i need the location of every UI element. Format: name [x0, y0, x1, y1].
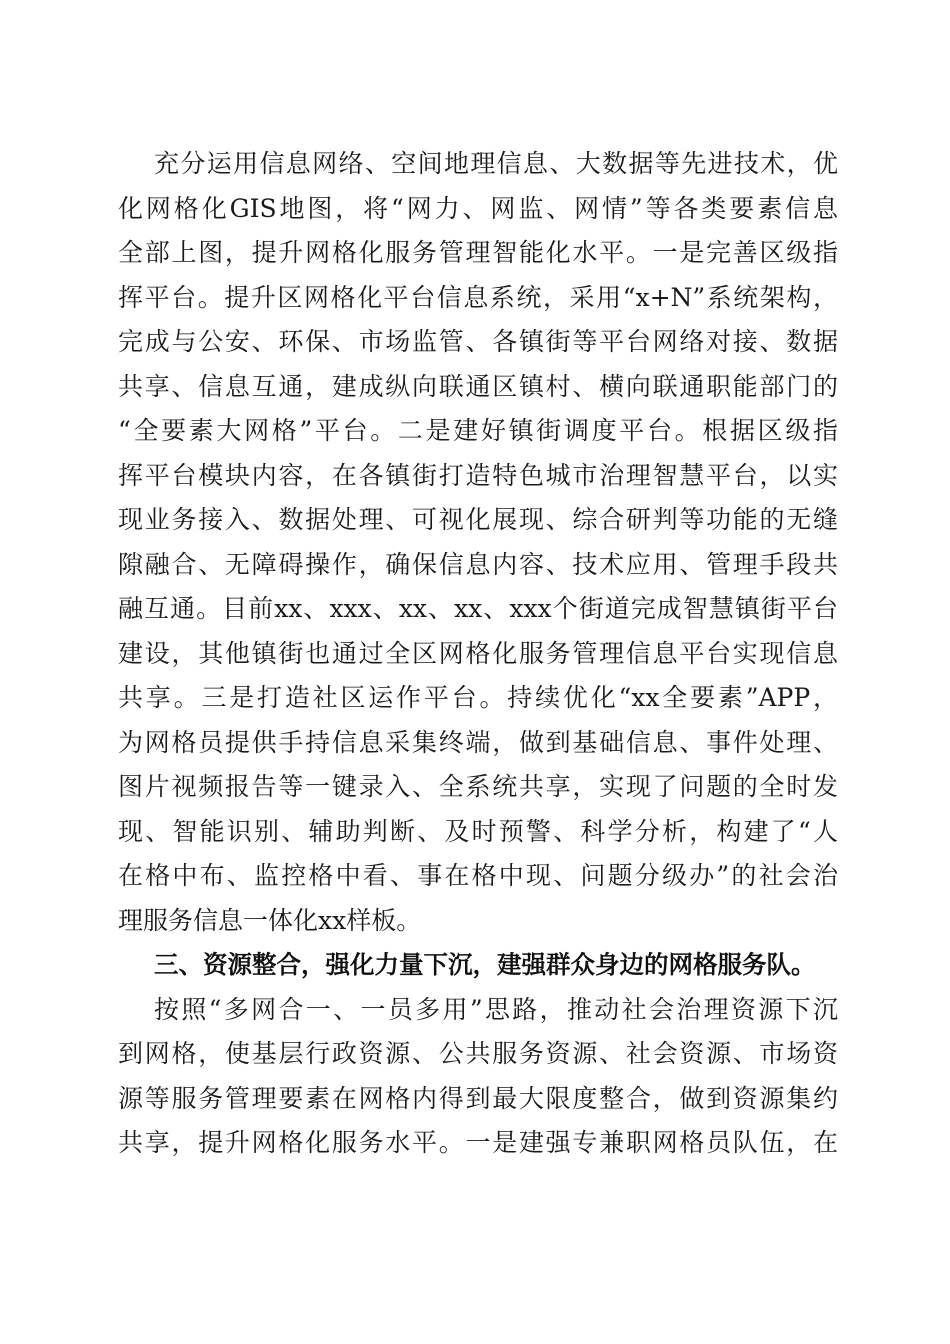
paragraph-line: 充分运用信息网络、空间地理信息、大数据等先进技术，优: [154, 149, 838, 178]
paragraph-line: 融互通。目前xx、xxx、xx、xx、xxx个街道完成智慧镇街平台: [118, 594, 838, 623]
paragraph-2: [118, 988, 838, 1166]
paragraph-line: 理服务信息一体化xx样板。: [118, 905, 422, 935]
paragraph-1: [118, 142, 838, 943]
paragraph-line: 隙融合、无障碍操作，确保信息内容、技术应用、管理手段共: [118, 549, 838, 579]
paragraph-line: 挥平台。提升区网格化平台信息系统，采用“x+N”系统架构，: [118, 282, 838, 312]
paragraph-line: 共享。三是打造社区运作平台。持续优化“xx全要素”APP，: [118, 683, 838, 712]
document-body: [118, 142, 838, 1166]
paragraph-line: 现、智能识别、辅助判断、及时预警、科学分析，构建了“人: [118, 816, 838, 846]
paragraph-line: 现业务接入、数据处理、可视化展现、综合研判等功能的无缝: [118, 505, 838, 534]
paragraph-line: 到网格，使基层行政资源、公共服务资源、社会资源、市场资: [118, 1039, 838, 1068]
paragraph-line: 共享、信息互通，建成纵向联通区镇村、横向联通职能部门的: [118, 371, 838, 401]
paragraph-line: “全要素大网格”平台。二是建好镇街调度平台。根据区级指: [118, 416, 838, 445]
paragraph-line: 化网格化GIS地图，将“网力、网监、网情”等各类要素信息: [118, 193, 838, 223]
section-heading: 三、资源整合，强化力量下沉，建强群众身边的网格服务队。: [154, 950, 816, 979]
paragraph-line: 共享，提升网格化服务水平。一是建强专兼职网格员队伍，在: [118, 1128, 838, 1157]
paragraph-line: 图片视频报告等一键录入、全系统共享，实现了问题的全时发: [118, 772, 838, 801]
paragraph-line: 源等服务管理要素在网格内得到最大限度整合，做到资源集约: [118, 1083, 838, 1113]
paragraph-line: 完成与公安、环保、市场监管、各镇街等平台网络对接、数据: [118, 327, 838, 356]
paragraph-line: 全部上图，提升网格化服务管理智能化水平。一是完善区级指: [118, 238, 838, 267]
paragraph-line: 建设，其他镇街也通过全区网格化服务管理信息平台实现信息: [118, 638, 838, 668]
paragraph-line: 按照“多网合一、一员多用”思路，推动社会治理资源下沉: [154, 994, 838, 1024]
paragraph-line: 为网格员提供手持信息采集终端，做到基础信息、事件处理、: [118, 727, 838, 757]
paragraph-line: 挥平台模块内容，在各镇街打造特色城市治理智慧平台，以实: [118, 460, 838, 490]
paragraph-line: 在格中布、监控格中看、事在格中现、问题分级办”的社会治: [118, 861, 838, 890]
